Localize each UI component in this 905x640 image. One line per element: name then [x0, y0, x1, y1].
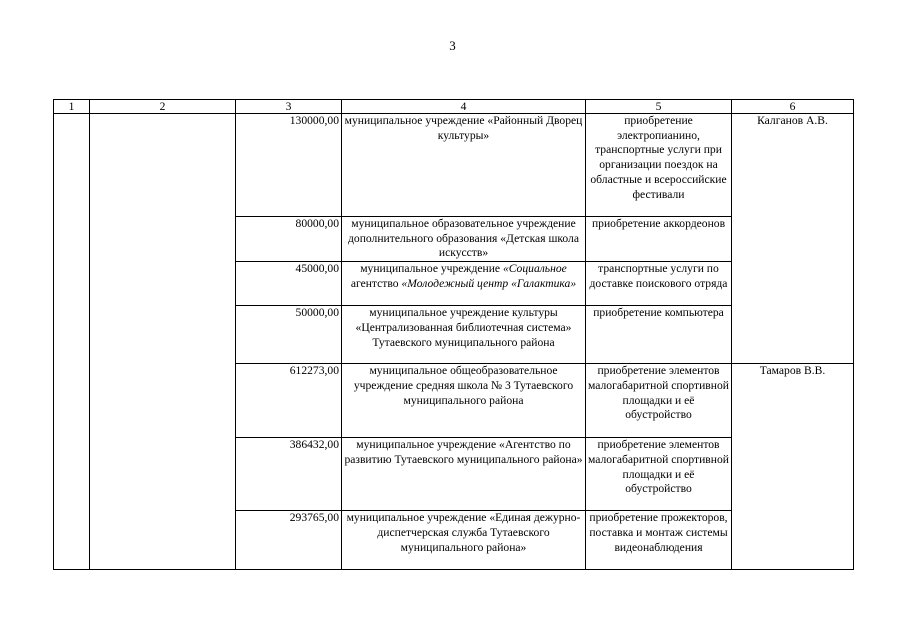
header-cell: 3 [236, 100, 342, 114]
purpose-cell: приобретение электропианино, транспортные услуги при организации поездок на областные и всероссийские фестивали [586, 114, 732, 217]
allocation-table [53, 99, 854, 570]
responsible-cell: Калганов А.В. [732, 114, 854, 364]
purpose-cell: приобретение элементов малогабаритной спортивной площадки и её обустройство [586, 438, 732, 511]
organization-cell: муниципальное учреждение «Районный Дворец культуры» [342, 114, 586, 217]
header-cell: 4 [342, 100, 586, 114]
table-row [54, 114, 854, 217]
organization-cell: муниципальное учреждение культуры «Централизованная библиотечная система» Тутаевского муниципального района [342, 306, 586, 364]
purpose-cell: транспортные услуги по доставке поискового отряда [586, 262, 732, 306]
purpose-cell: приобретение элементов малогабаритной спортивной площадки и её обустройство [586, 364, 732, 438]
header-cell: 5 [586, 100, 732, 114]
page-number: 3 [449, 38, 456, 53]
amount-cell: 50000,00 [236, 306, 342, 364]
org-text: агентство [350, 276, 402, 290]
purpose-cell: приобретение компьютера [586, 306, 732, 364]
header-cell: 1 [54, 100, 90, 114]
organization-cell [342, 262, 586, 306]
header-cell: 6 [732, 100, 854, 114]
amount-cell: 612273,00 [236, 364, 342, 438]
amount-cell: 45000,00 [236, 262, 342, 306]
amount-cell: 293765,00 [236, 511, 342, 570]
purpose-cell: приобретение аккордеонов [586, 217, 732, 262]
org-text: муниципальное учреждение [360, 262, 503, 276]
purpose-cell: приобретение прожекторов, поставка и монтаж системы видеонаблюдения [586, 511, 732, 570]
organization-cell: муниципальное учреждение «Единая дежурно-диспетчерская служба Тутаевского муниципального района» [342, 511, 586, 570]
header-cell: 2 [90, 100, 236, 114]
organization-cell: муниципальное общеобразовательное учреждение средняя школа № 3 Тутаевского муниципального района [342, 364, 586, 438]
organization-cell: муниципальное учреждение «Агентство по развитию Тутаевского муниципального района» [342, 438, 586, 511]
column-1-cell [54, 114, 90, 570]
amount-cell: 386432,00 [236, 438, 342, 511]
org-text-italic: «Молодежный центр «Галактика» [401, 276, 577, 290]
responsible-cell: Тамаров В.В. [732, 364, 854, 570]
column-2-cell [90, 114, 236, 570]
amount-cell: 130000,00 [236, 114, 342, 217]
header-row [54, 100, 854, 114]
organization-cell: муниципальное образовательное учреждение дополнительного образования «Детская школа искусств» [342, 217, 586, 262]
org-text-italic: «Социальное [502, 262, 567, 276]
amount-cell: 80000,00 [236, 217, 342, 262]
